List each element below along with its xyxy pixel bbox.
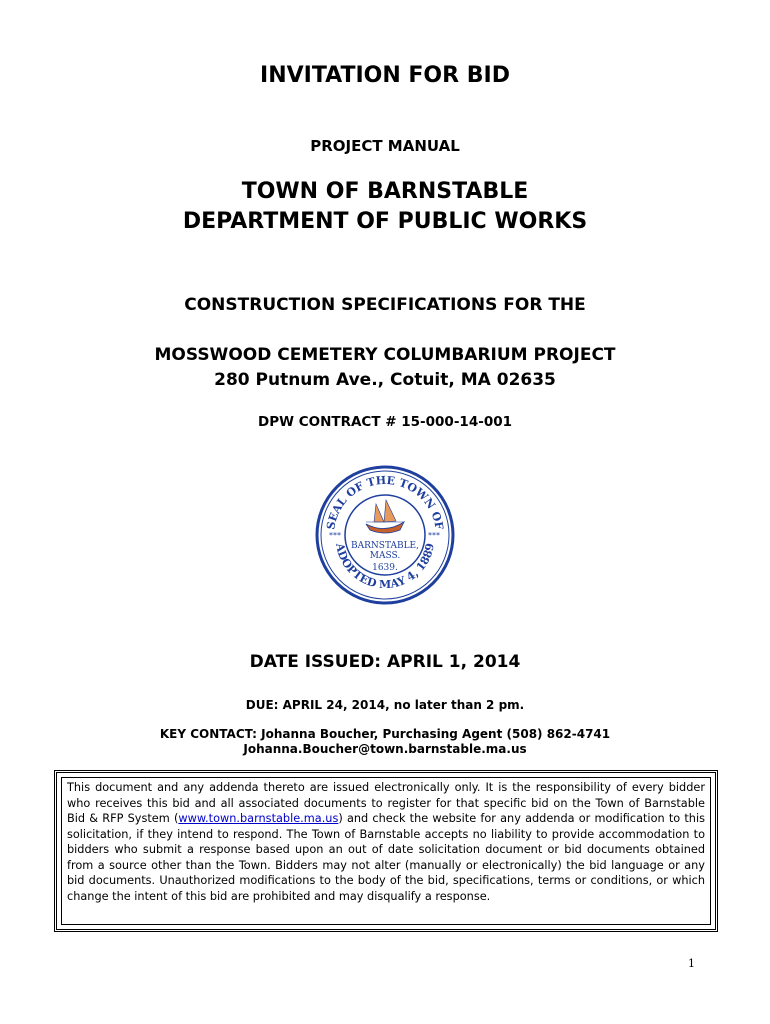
- key-contact: [0, 727, 770, 757]
- department-name: DEPARTMENT OF PUBLIC WORKS: [182, 209, 588, 234]
- seal-top-text: SEAL OF THE TOWN OF: [324, 473, 446, 531]
- seal-bottom-text: ADOPTED MAY 4, 1889: [333, 542, 437, 592]
- seal-center-line3: 1639.: [372, 563, 398, 573]
- contact-email: Johanna.Boucher@town.barnstable.ma.us: [243, 742, 527, 756]
- organization-heading: [0, 177, 770, 237]
- svg-text:***: ***: [428, 531, 440, 540]
- svg-text:***: ***: [329, 531, 341, 540]
- page-number: 1: [688, 957, 695, 970]
- spec-heading: CONSTRUCTION SPECIFICATIONS FOR THE: [184, 295, 586, 315]
- notice-part2: ) and check the website for any addenda or modification to this solicitation, if they intend to respond. The Town of Barnstable accepts no liability to provide accommodation to bidders who submit a response based upon an out of date solicitation document or bid documents obtained from a source other than the Town. Bidders may not alter (manually or electronically) the bid language or any bid documents. Unauthorized modifications to the body of the bid, specifications, terms or conditions, or which change the intent of this bid are prohibited and may disqualify a response.: [67, 812, 705, 903]
- project-block: [0, 343, 770, 393]
- contact-line: KEY CONTACT: Johanna Boucher, Purchasing Agent (508) 862-4741: [159, 727, 611, 741]
- town-name: TOWN OF BARNSTABLE: [241, 179, 529, 204]
- seal-center-line2: MASS.: [369, 551, 401, 561]
- notice-text: [67, 780, 705, 904]
- seal-center-line1: BARNSTABLE,: [351, 541, 419, 551]
- notice-part1: This document and any addenda thereto are issued electronically only. It is the responsibility of every bidder who receives this bid and all associated documents to register for that specific bid on the Town of Barnstable Bid & RFP System (: [67, 781, 705, 825]
- date-issued: DATE ISSUED: APRIL 1, 2014: [249, 652, 521, 672]
- project-name: MOSSWOOD CEMETERY COLUMBARIUM PROJECT: [154, 345, 616, 365]
- due-date: DUE: APRIL 24, 2014, no later than 2 pm.: [245, 698, 525, 712]
- document-subtitle: PROJECT MANUAL: [310, 137, 460, 155]
- website-link[interactable]: www.town.barnstable.ma.us: [178, 812, 339, 825]
- project-address: 280 Putnum Ave., Cotuit, MA 02635: [214, 370, 556, 390]
- document-title: INVITATION FOR BID: [260, 63, 510, 88]
- contract-number: DPW CONTRACT # 15-000-14-001: [258, 414, 512, 430]
- electronic-notice-box: [54, 770, 718, 932]
- town-seal-icon: [314, 464, 456, 606]
